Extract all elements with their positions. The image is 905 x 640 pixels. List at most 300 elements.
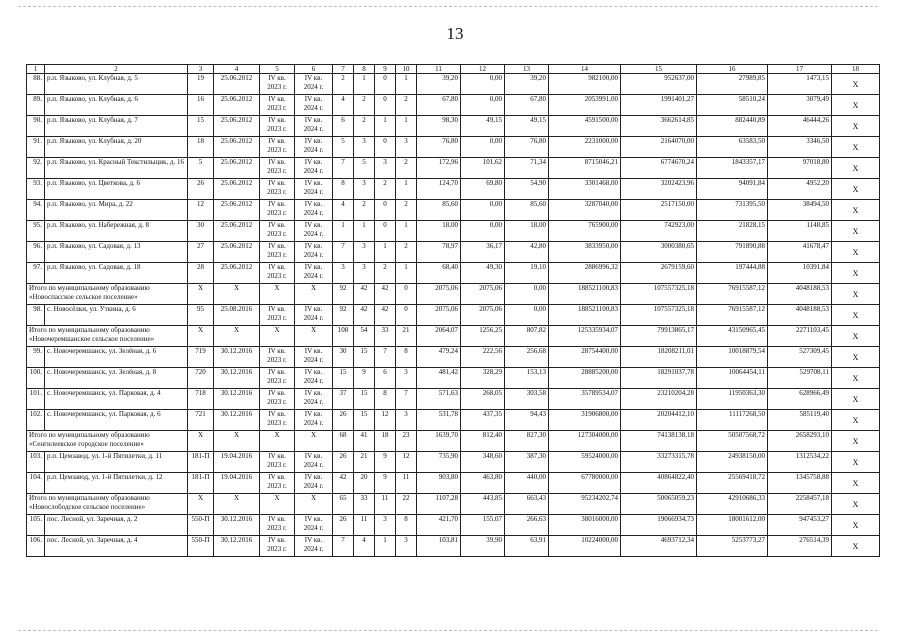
- count-cell: 2: [396, 200, 417, 221]
- column-number-header: 10: [396, 65, 417, 74]
- table-row: [27, 263, 880, 284]
- document-date-cell: 19.04.2016: [214, 473, 260, 494]
- count-cell: 11: [375, 494, 396, 515]
- amount-cell: 1107,28: [417, 494, 461, 515]
- document-number-cell: X: [188, 431, 214, 452]
- row-number: 104.: [27, 473, 45, 494]
- planned-period-cell: IV кв. 2023 г.: [260, 200, 295, 221]
- amount-cell: 67,80: [417, 95, 461, 116]
- amount-cell: 11117268,50: [697, 410, 768, 431]
- count-cell: 1: [333, 221, 354, 242]
- table-row: [27, 368, 880, 389]
- document-number-cell: 181-П: [188, 452, 214, 473]
- amount-cell: 76915587,12: [697, 284, 768, 305]
- row-number: 89.: [27, 95, 45, 116]
- address-cell: р.п. Цемзавод, ул. 1-й Пятилетки, д. 11: [45, 452, 188, 473]
- top-divider: [18, 6, 878, 7]
- amount-cell: 3000380,65: [621, 242, 697, 263]
- table-row: [27, 473, 880, 494]
- amount-cell: 21828,15: [697, 221, 768, 242]
- amount-cell: 0,00: [461, 74, 505, 95]
- amount-cell: 155,07: [461, 515, 505, 536]
- amount-cell: 68,40: [417, 263, 461, 284]
- planned-period-cell: IV кв. 2023 г.: [260, 242, 295, 263]
- amount-cell: 3662614,85: [621, 116, 697, 137]
- amount-cell: 437,35: [461, 410, 505, 431]
- document-date-cell: X: [214, 326, 260, 347]
- count-cell: 1: [396, 116, 417, 137]
- document-number-cell: 719: [188, 347, 214, 368]
- count-cell: 8: [375, 389, 396, 410]
- row-number: 88.: [27, 74, 45, 95]
- amount-cell: 24938150,00: [697, 452, 768, 473]
- count-cell: 68: [333, 431, 354, 452]
- amount-cell: 188521100,83: [549, 284, 621, 305]
- data-table: [26, 64, 880, 557]
- amount-cell: 1639,70: [417, 431, 461, 452]
- address-cell: с. Новочеремшанск, ул. Зелёная, д. 6: [45, 347, 188, 368]
- planned-period-cell: IV кв. 2023 г.: [260, 536, 295, 557]
- amount-cell: 1312534,22: [768, 452, 832, 473]
- address-cell: пос. Лесной, ул. Заречная, д. 4: [45, 536, 188, 557]
- amount-cell: 0,00: [505, 284, 549, 305]
- planned-period-cell: IV кв. 2023 г.: [260, 515, 295, 536]
- column-number-header: 18: [832, 65, 880, 74]
- count-cell: 3: [354, 242, 375, 263]
- completion-period-cell: IV кв. 2024 г.: [295, 74, 333, 95]
- count-cell: 11: [396, 473, 417, 494]
- count-cell: 23: [396, 431, 417, 452]
- mark-cell: X: [832, 305, 880, 326]
- subtotal-label: Итого по муниципальному образованию «Новослободское сельское поселение»: [27, 494, 188, 515]
- address-cell: с. Новочеремшанск, ул. Зелёная, д. 8: [45, 368, 188, 389]
- amount-cell: 54,90: [505, 179, 549, 200]
- count-cell: 7: [333, 242, 354, 263]
- table-row: [27, 305, 880, 326]
- document-number-cell: X: [188, 494, 214, 515]
- amount-cell: 63,91: [505, 536, 549, 557]
- amount-cell: 23210204,28: [621, 389, 697, 410]
- count-cell: 15: [354, 347, 375, 368]
- planned-period-cell: IV кв. 2023 г.: [260, 74, 295, 95]
- address-cell: р.п. Языково, ул. Клубная, д. 5: [45, 74, 188, 95]
- count-cell: 8: [396, 347, 417, 368]
- amount-cell: 4693712,34: [621, 536, 697, 557]
- amount-cell: 107557325,18: [621, 284, 697, 305]
- completion-period-cell: IV кв. 2024 г.: [295, 263, 333, 284]
- amount-cell: 585119,40: [768, 410, 832, 431]
- address-cell: р.п. Языково, ул. Садовая, д. 13: [45, 242, 188, 263]
- amount-cell: 742923,00: [621, 221, 697, 242]
- amount-cell: 125335934,07: [549, 326, 621, 347]
- document-date-cell: 30.12.2016: [214, 347, 260, 368]
- table-row: [27, 389, 880, 410]
- amount-cell: 4952,20: [768, 179, 832, 200]
- mark-cell: X: [832, 158, 880, 179]
- count-cell: 0: [396, 305, 417, 326]
- subtotal-label: Итого по муниципальному образованию «Новочеремшанское сельское поселение»: [27, 326, 188, 347]
- count-cell: 1: [375, 242, 396, 263]
- completion-period-cell: IV кв. 2024 г.: [295, 95, 333, 116]
- count-cell: 12: [396, 452, 417, 473]
- count-cell: 42: [375, 284, 396, 305]
- count-cell: 6: [333, 116, 354, 137]
- completion-period-cell: IV кв. 2024 г.: [295, 515, 333, 536]
- document-date-cell: 30.12.2016: [214, 389, 260, 410]
- row-number: 97.: [27, 263, 45, 284]
- count-cell: 30: [333, 347, 354, 368]
- amount-cell: 1843357,17: [697, 158, 768, 179]
- count-cell: 26: [333, 452, 354, 473]
- planned-period-cell: IV кв. 2023 г.: [260, 116, 295, 137]
- count-cell: 9: [375, 473, 396, 494]
- count-cell: 4: [333, 200, 354, 221]
- table-row: [27, 515, 880, 536]
- mark-cell: X: [832, 515, 880, 536]
- amount-cell: 19,10: [505, 263, 549, 284]
- amount-cell: 663,43: [505, 494, 549, 515]
- column-number-header: 2: [45, 65, 188, 74]
- address-cell: р.п. Языково, ул. Садовая, д. 18: [45, 263, 188, 284]
- table-row: [27, 242, 880, 263]
- document-number-cell: X: [188, 284, 214, 305]
- column-number-header: 9: [375, 65, 396, 74]
- planned-period-cell: IV кв. 2023 г.: [260, 347, 295, 368]
- column-number-header: 14: [549, 65, 621, 74]
- subtotal-row: [27, 494, 880, 515]
- document-number-cell: 95: [188, 305, 214, 326]
- amount-cell: 2075,06: [461, 284, 505, 305]
- amount-cell: 18291037,78: [621, 368, 697, 389]
- amount-cell: 4048188,53: [768, 305, 832, 326]
- amount-cell: 25569418,72: [697, 473, 768, 494]
- table-row: [27, 221, 880, 242]
- amount-cell: 8715046,21: [549, 158, 621, 179]
- amount-cell: 59524000,00: [549, 452, 621, 473]
- completion-period-cell: X: [295, 431, 333, 452]
- amount-cell: 97018,80: [768, 158, 832, 179]
- document-date-cell: 30.12.2016: [214, 368, 260, 389]
- amount-cell: 0,00: [461, 221, 505, 242]
- amount-cell: 101,62: [461, 158, 505, 179]
- count-cell: 2: [354, 116, 375, 137]
- count-cell: 1: [396, 74, 417, 95]
- mark-cell: X: [832, 221, 880, 242]
- count-cell: 3: [354, 137, 375, 158]
- mark-cell: X: [832, 284, 880, 305]
- planned-period-cell: IV кв. 2023 г.: [260, 137, 295, 158]
- amount-cell: 79913865,17: [621, 326, 697, 347]
- mark-cell: X: [832, 95, 880, 116]
- address-cell: р.п. Языково, ул. Красный Текстильщик, д. 16: [45, 158, 188, 179]
- count-cell: 2: [396, 242, 417, 263]
- amount-cell: 40864822,40: [621, 473, 697, 494]
- count-cell: 4: [354, 536, 375, 557]
- planned-period-cell: IV кв. 2023 г.: [260, 158, 295, 179]
- count-cell: 0: [375, 200, 396, 221]
- column-number-header: 6: [295, 65, 333, 74]
- table-row: [27, 158, 880, 179]
- count-cell: 12: [375, 410, 396, 431]
- count-cell: 1: [396, 221, 417, 242]
- amount-cell: 10391,84: [768, 263, 832, 284]
- count-cell: 20: [354, 473, 375, 494]
- count-cell: 0: [375, 137, 396, 158]
- address-cell: р.п. Языково, ул. Клубная, д. 6: [45, 95, 188, 116]
- amount-cell: 481,42: [417, 368, 461, 389]
- document-number-cell: 181-П: [188, 473, 214, 494]
- count-cell: 18: [375, 431, 396, 452]
- column-number-header: 12: [461, 65, 505, 74]
- amount-cell: 42910686,33: [697, 494, 768, 515]
- count-cell: 92: [333, 305, 354, 326]
- amount-cell: 28754400,00: [549, 347, 621, 368]
- amount-cell: 19066934,73: [621, 515, 697, 536]
- amount-cell: 440,00: [505, 473, 549, 494]
- count-cell: 3: [396, 536, 417, 557]
- address-cell: р.п. Языково, ул. Клубная, д. 7: [45, 116, 188, 137]
- table-row: [27, 95, 880, 116]
- amount-cell: 94,43: [505, 410, 549, 431]
- column-number-header: 17: [768, 65, 832, 74]
- amount-cell: 276514,39: [768, 536, 832, 557]
- amount-cell: 11950363,30: [697, 389, 768, 410]
- amount-cell: 49,30: [461, 263, 505, 284]
- document-number-cell: 18: [188, 137, 214, 158]
- amount-cell: 527309,45: [768, 347, 832, 368]
- table-row: [27, 200, 880, 221]
- count-cell: 6: [375, 368, 396, 389]
- planned-period-cell: IV кв. 2023 г.: [260, 305, 295, 326]
- amount-cell: 443,85: [461, 494, 505, 515]
- amount-cell: 268,05: [461, 389, 505, 410]
- count-cell: 41: [354, 431, 375, 452]
- completion-period-cell: IV кв. 2024 г.: [295, 179, 333, 200]
- mark-cell: X: [832, 410, 880, 431]
- subtotal-label: Итого по муниципальному образованию «Сенгилеевское городское поселение»: [27, 431, 188, 452]
- amount-cell: 153,13: [505, 368, 549, 389]
- mark-cell: X: [832, 137, 880, 158]
- document-date-cell: 25.06.2012: [214, 221, 260, 242]
- amount-cell: 266,63: [505, 515, 549, 536]
- count-cell: 0: [375, 74, 396, 95]
- document-date-cell: 25.06.2012: [214, 74, 260, 95]
- table-row: [27, 452, 880, 473]
- subtotal-row: [27, 431, 880, 452]
- completion-period-cell: IV кв. 2024 г.: [295, 137, 333, 158]
- amount-cell: 735,90: [417, 452, 461, 473]
- count-cell: 2: [396, 158, 417, 179]
- amount-cell: 463,80: [461, 473, 505, 494]
- address-cell: р.п. Языково, ул. Цветкова, д. 6: [45, 179, 188, 200]
- count-cell: 2: [375, 263, 396, 284]
- amount-cell: 67780000,00: [549, 473, 621, 494]
- count-cell: 1: [396, 263, 417, 284]
- document-date-cell: 25.06.2012: [214, 158, 260, 179]
- count-cell: 108: [333, 326, 354, 347]
- count-cell: 1: [396, 179, 417, 200]
- amount-cell: 2517150,00: [621, 200, 697, 221]
- count-cell: 3: [396, 137, 417, 158]
- amount-cell: 50065059,23: [621, 494, 697, 515]
- table-row: [27, 410, 880, 431]
- mark-cell: X: [832, 368, 880, 389]
- bottom-divider: [18, 630, 878, 631]
- amount-cell: 78,97: [417, 242, 461, 263]
- mark-cell: X: [832, 347, 880, 368]
- completion-period-cell: X: [295, 494, 333, 515]
- amount-cell: 127304000,00: [549, 431, 621, 452]
- amount-cell: 731395,50: [697, 200, 768, 221]
- count-cell: 4: [333, 95, 354, 116]
- amount-cell: 2231000,00: [549, 137, 621, 158]
- subtotal-row: [27, 284, 880, 305]
- amount-cell: 571,63: [417, 389, 461, 410]
- count-cell: 2: [396, 95, 417, 116]
- planned-period-cell: X: [260, 284, 295, 305]
- amount-cell: 3202423,96: [621, 179, 697, 200]
- amount-cell: 827,30: [505, 431, 549, 452]
- amount-cell: 3287040,00: [549, 200, 621, 221]
- amount-cell: 188521100,83: [549, 305, 621, 326]
- count-cell: 65: [333, 494, 354, 515]
- amount-cell: 107557325,18: [621, 305, 697, 326]
- count-cell: 2: [375, 179, 396, 200]
- amount-cell: 6774670,24: [621, 158, 697, 179]
- count-cell: 15: [333, 368, 354, 389]
- amount-cell: 95234202,74: [549, 494, 621, 515]
- count-cell: 3: [333, 263, 354, 284]
- document-number-cell: 15: [188, 116, 214, 137]
- count-cell: 1: [375, 536, 396, 557]
- table-row: [27, 74, 880, 95]
- completion-period-cell: IV кв. 2024 г.: [295, 305, 333, 326]
- document-date-cell: 25.06.2012: [214, 200, 260, 221]
- amount-cell: 531,78: [417, 410, 461, 431]
- document-date-cell: 25.08.2016: [214, 305, 260, 326]
- amount-cell: 38494,50: [768, 200, 832, 221]
- count-cell: 5: [333, 137, 354, 158]
- document-number-cell: 28: [188, 263, 214, 284]
- planned-period-cell: IV кв. 2023 г.: [260, 452, 295, 473]
- completion-period-cell: IV кв. 2024 г.: [295, 368, 333, 389]
- column-number-header: 11: [417, 65, 461, 74]
- amount-cell: 529708,11: [768, 368, 832, 389]
- amount-cell: 33273315,78: [621, 452, 697, 473]
- amount-cell: 2064,07: [417, 326, 461, 347]
- row-number: 93.: [27, 179, 45, 200]
- amount-cell: 903,80: [417, 473, 461, 494]
- completion-period-cell: IV кв. 2024 г.: [295, 242, 333, 263]
- amount-cell: 85,60: [417, 200, 461, 221]
- amount-cell: 421,70: [417, 515, 461, 536]
- amount-cell: 765900,00: [549, 221, 621, 242]
- document-number-cell: 5: [188, 158, 214, 179]
- document-date-cell: 25.06.2012: [214, 179, 260, 200]
- count-cell: 21: [354, 452, 375, 473]
- amount-cell: 2886996,32: [549, 263, 621, 284]
- mark-cell: X: [832, 263, 880, 284]
- count-cell: 42: [333, 473, 354, 494]
- amount-cell: 0,00: [461, 95, 505, 116]
- document-date-cell: 19.04.2016: [214, 452, 260, 473]
- mark-cell: X: [832, 242, 880, 263]
- amount-cell: 303,58: [505, 389, 549, 410]
- amount-cell: 628966,49: [768, 389, 832, 410]
- document-date-cell: 25.06.2012: [214, 242, 260, 263]
- mark-cell: X: [832, 200, 880, 221]
- amount-cell: 1256,25: [461, 326, 505, 347]
- amount-cell: 76,80: [417, 137, 461, 158]
- amount-cell: 76915587,12: [697, 305, 768, 326]
- address-cell: р.п. Языково, ул. Клубная, д. 20: [45, 137, 188, 158]
- planned-period-cell: IV кв. 2023 г.: [260, 368, 295, 389]
- amount-cell: 3301468,00: [549, 179, 621, 200]
- mark-cell: X: [832, 116, 880, 137]
- planned-period-cell: IV кв. 2023 г.: [260, 95, 295, 116]
- document-number-cell: 30: [188, 221, 214, 242]
- amount-cell: 256,68: [505, 347, 549, 368]
- subtotal-row: [27, 326, 880, 347]
- planned-period-cell: IV кв. 2023 г.: [260, 263, 295, 284]
- mark-cell: X: [832, 536, 880, 557]
- count-cell: 3: [396, 368, 417, 389]
- count-cell: 26: [333, 515, 354, 536]
- amount-cell: 41678,47: [768, 242, 832, 263]
- amount-cell: 27989,85: [697, 74, 768, 95]
- amount-cell: 46444,26: [768, 116, 832, 137]
- count-cell: 7: [333, 536, 354, 557]
- document-date-cell: 25.06.2012: [214, 116, 260, 137]
- amount-cell: 4048188,53: [768, 284, 832, 305]
- amount-cell: 172,96: [417, 158, 461, 179]
- document-number-cell: 12: [188, 200, 214, 221]
- row-number: 95.: [27, 221, 45, 242]
- amount-cell: 39,90: [461, 536, 505, 557]
- count-cell: 33: [375, 326, 396, 347]
- count-cell: 11: [354, 515, 375, 536]
- completion-period-cell: IV кв. 2024 г.: [295, 221, 333, 242]
- count-cell: 3: [375, 515, 396, 536]
- column-number-header: 4: [214, 65, 260, 74]
- table-row: [27, 536, 880, 557]
- amount-cell: 39,20: [417, 74, 461, 95]
- count-cell: 42: [354, 305, 375, 326]
- amount-cell: 58510,24: [697, 95, 768, 116]
- address-cell: р.п. Цемзавод, ул. 1-й Пятилетки, д. 12: [45, 473, 188, 494]
- amount-cell: 952637,00: [621, 74, 697, 95]
- amount-cell: 2679159,60: [621, 263, 697, 284]
- planned-period-cell: X: [260, 326, 295, 347]
- mark-cell: X: [832, 452, 880, 473]
- amount-cell: 28885200,00: [549, 368, 621, 389]
- row-number: 100.: [27, 368, 45, 389]
- mark-cell: X: [832, 74, 880, 95]
- amount-cell: 71,34: [505, 158, 549, 179]
- address-cell: пос. Лесной, ул. Заречная, д. 2: [45, 515, 188, 536]
- count-cell: 15: [354, 410, 375, 431]
- document-number-cell: 26: [188, 179, 214, 200]
- amount-cell: 2053991,00: [549, 95, 621, 116]
- completion-period-cell: X: [295, 326, 333, 347]
- row-number: 106.: [27, 536, 45, 557]
- count-cell: 54: [354, 326, 375, 347]
- planned-period-cell: X: [260, 431, 295, 452]
- amount-cell: 49,15: [461, 116, 505, 137]
- row-number: 103.: [27, 452, 45, 473]
- amount-cell: 791890,88: [697, 242, 768, 263]
- mark-cell: X: [832, 431, 880, 452]
